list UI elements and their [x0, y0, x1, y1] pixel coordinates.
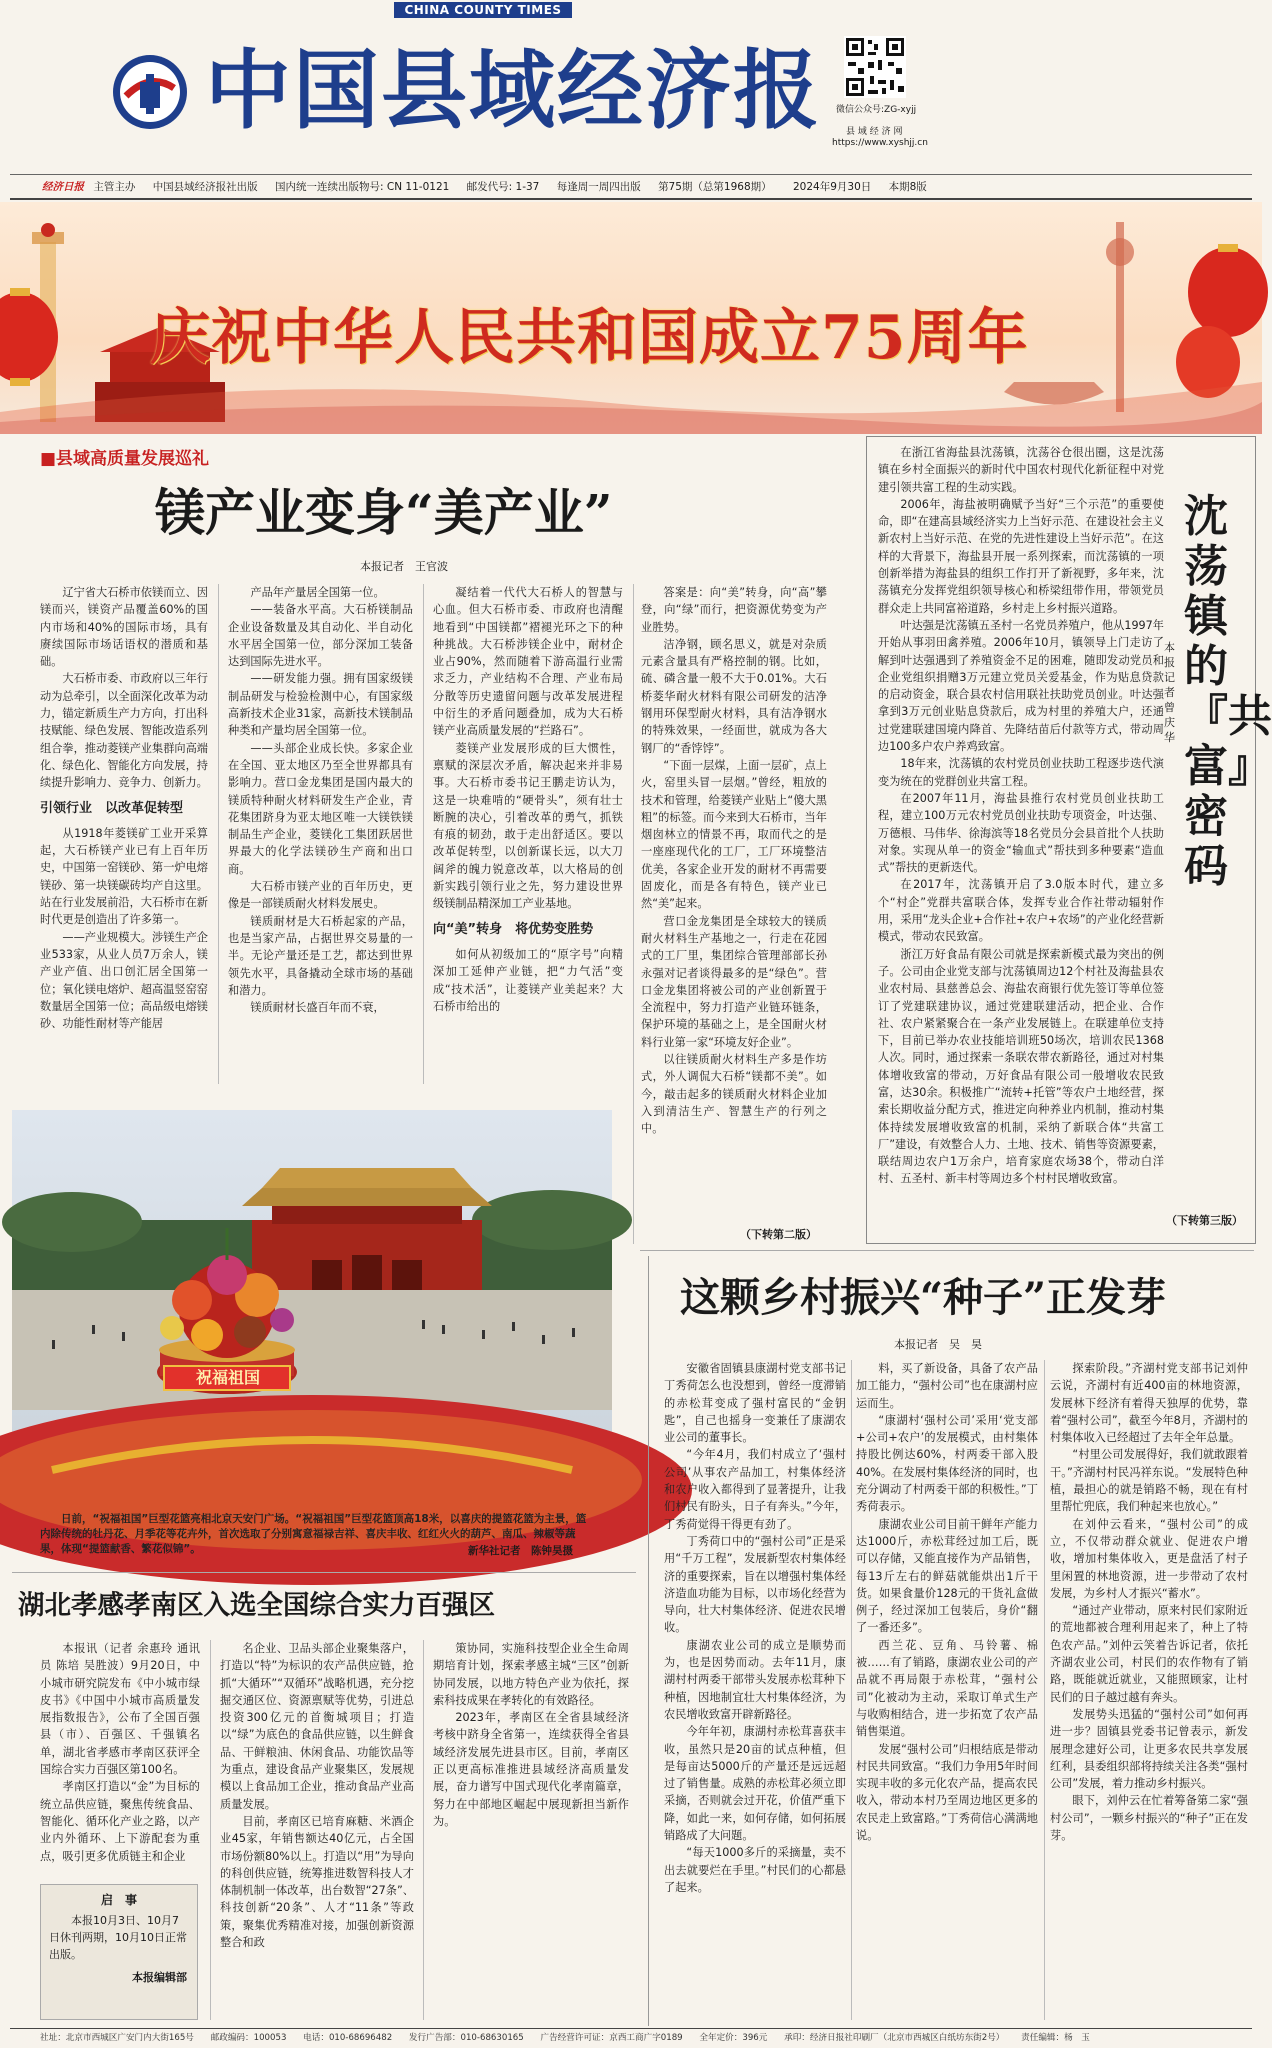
article-paragraph: 浙江万好食品有限公司就是探索新模式最为突出的例子。公司由企业党支部与沈荡镇周边12个村社及海盐县农业农村局、县慈善总会、海盐农商银行优先签订等单位签订了党建联建协议，通过党建联建活动，把企业、合作社、农户紧紧聚合在一条产业发展链上。在联建单位支持下，目前已举办农业技能培训班50场次，培训农民1368人次。同时，通过探索一条联农带农新路径，通过对村集体增收致富的带动，万好食品有限公司一般增收农民致富，达30余。积极推广“流转+托管”等农户土地经营，探索长期收益分配方式，推进定向种养业内机制，推动村集体持续发展增收致富的机制，采纳了新联合体“共富工厂”建设，有效整合人力、土地、技术、销售等资源要素，联结周边农户1万余户，培育家庭农场38个，带动白洋村、五圣村、新丰村等周边多个村村民增收致富。: [878, 947, 1164, 1186]
article2-headline: 这颗乡村振兴“种子”正发芽: [680, 1274, 1167, 1321]
infobar-date: 2024年9月30日: [793, 181, 872, 193]
article1-subheading-1: 引领行业 以改革促转型: [40, 800, 184, 816]
infobar-post: 邮发代号: 1-37: [466, 181, 540, 193]
article-paragraph: ——装备水平高。大石桥镁制品企业设备数量及其自动化、半自动化水平居全国第一位，部分深加工装备达到国际先进水平。: [228, 603, 413, 669]
article-divider: [648, 1256, 649, 2026]
column-divider: [210, 1640, 211, 2020]
notice-body: 本报10月3日、10月7日休刊两期，10月10日正常出版。: [49, 1914, 187, 1961]
article2-column-3: [1050, 1360, 1248, 2024]
footer-price: 全年定价：396元: [699, 2033, 768, 2043]
article-paragraph: 答案是：向“美”转身，向“高”攀登，向“绿”而行，把资源优势变为产业胜势。: [641, 586, 827, 634]
article3-lead: 本报讯（记者 余惠玲 通讯员 陈培 吴胜波）9月20日，中小城市研究院发布《中小城市绿皮书》《中国中小城市高质量发展指数报告》，公布了全国百强县（市）、百强区、千强镇名单，湖北省孝感市孝南区获评全国综合实力百强区第100名。: [40, 1642, 200, 1777]
article-paragraph: 丁秀荷口中的“强村公司”正是采用“千万工程”，发展新型农村集体经济的重要探索，旨在以增强村集体经济造血功能为目标，以市场化经营为导向，壮大村集体经济、促进农民增收。: [664, 1534, 846, 1635]
footer-bar: [40, 2031, 1252, 2045]
side-article-headline: 沈荡镇的『共富』密码: [1184, 491, 1272, 892]
article-paragraph: “每天1000多斤的采摘量，卖不出去就要烂在手里。”村民们的心都悬了起来。: [664, 1846, 846, 1894]
article1-subheading-2: 向“美”转身 将优势变胜势: [433, 921, 594, 937]
footer-zip: 邮政编码：100053: [210, 2033, 287, 2043]
footer-rule: [10, 2028, 1252, 2029]
article-paragraph: 安徽省固镇县康湖村党支部书记丁秀荷怎么也没想到，曾经一度滞销的赤松茸变成了强村富民的“金钥匙”，自己也摇身一变兼任了康湖农业公司的董事长。: [664, 1362, 846, 1445]
sponsor-logo: 经济日报: [42, 181, 84, 193]
article-paragraph: 营口金龙集团是全球较大的镁质耐火材料生产基地之一，行走在花园式的工厂里，集团综合管理部部长孙永强对记者谈得最多的是“绿色”。营口金龙集团将被公司的产业创新置于全流程中，努力打造产业链环链条，保护环境的基础之上，是全国耐火材料行业第一家“环境友好企业”。: [641, 914, 827, 1049]
article-paragraph: 镁质耐材是大石桥起家的产品，也是当家产品，占据世界交易量的一半。无论产量还是工艺，都达到世界领先水平，具备撬动全球市场的基础和潜力。: [228, 914, 413, 997]
article-paragraph: “下面一层煤，上面一层矿，点上火，窑里头冒一层烟。”曾经，粗放的技术和管理，给菱镁产业贴上“傻大黑粗”的标签。而今来到大石桥市，当年烟囱林立的情景不再，取而代之的是一座座现代化的工厂，工厂环境整洁优美，各家企业开发的耐材不再需要固废化，而是各有特色，镁产业已然“美”起来。: [641, 758, 827, 911]
article-paragraph: 今年年初，康湖村赤松茸喜获丰收，虽然只是20亩的试点种植，但是每亩达5000斤的产量还是远远超过了销售量。成熟的赤松茸必须立即采摘，否则就会过开花，价值严重下降，如此一来，如何存储，如何拓展销路成了大问题。: [664, 1725, 846, 1843]
column-divider: [423, 1640, 424, 2020]
notice-title: 启 事: [100, 1893, 137, 1907]
article-paragraph: 如何从初级加工的“原字号”向精深加工延伸产业链，把“力气活”变成“技术活”，让菱镁产业美起来？大石桥市给出的: [433, 947, 623, 1013]
article-paragraph: 探索阶段。”齐湖村党支部书记刘仲云说，齐湖村有近400亩的林地资源，发展林下经济有着得天独厚的优势，靠着“强村公司”，截至今年8月，齐湖村的村集体收入已经超过了去年全年总量。: [1050, 1362, 1248, 1445]
article3-column-2: [220, 1640, 414, 2024]
article-paragraph: 洁净钢，顾名思义，就是对杂质元素含量具有严格控制的钢。比如，硫、磷含量一般不大于0.01%。大石桥菱华耐火材料有限公司研发的洁净钢用环保型耐火材料，具有洁净钢水的特殊效果，一经面世，就成为各大钢厂的“香饽饽”。: [641, 637, 827, 755]
article3-column-3: [433, 1640, 629, 2024]
footer-tel: 电话：010-68696482: [303, 2033, 393, 2043]
article-paragraph: 康湖农业公司的成立是顺势而为，也是因势而动。去年11月，康湖村村两委干部带头发展赤松茸种下种植，因地制宜壮大村集体经济，为农民增收致富开辟新路径。: [664, 1638, 846, 1721]
article-paragraph: ——头部企业成长快。多家企业在全国、亚太地区乃至全世界都具有影响力。营口金龙集团是国内最大的镁质特种耐火材料研发生产企业，青花集团跻身为亚太地区唯一大镁铁镁制品生产企业，菱镁化工集团跃居世界最大的化学法镁砂生产商和出口商。: [228, 741, 413, 876]
article-paragraph: 名企业、卫品头部企业聚集落户，打造以“特”为标识的农产品供应链，抢抓“大循环”“双循环”战略机遇，充分挖掘交通区位、资源禀赋等优势，引进总投资300亿元的首衡城项目；打造以“绿”为底色的食品供应链，以生鲜食品、干鲜粮油、休闲食品、功能饮品等为重点，建设食品产业聚集区，发展规模以上食品加工企业，推动食品产业高质量发展。: [220, 1642, 414, 1811]
article1-column-2: [228, 584, 413, 1092]
infobar-publisher: 中国县域经济报社出版: [152, 181, 258, 193]
article2-top-rule: [640, 1250, 1254, 1251]
article3-column-1: [40, 1640, 200, 1878]
article-paragraph: 发展势头迅猛的“强村公司”如何再进一步？固镇县党委书记曾表示，新发展理念建好公司，让更多农民共享发展红利，县委组织部将持续关注各类“强村公司”发展，着力推动乡村振兴。: [1050, 1707, 1248, 1791]
photo-caption: 日前，“祝福祖国”巨型花篮亮相北京天安门广场。“祝福祖国”巨型花篮顶高18米，以喜庆的提篮花篮为主景，篮内除传统的牡丹花、月季花等花卉外，首次选取了分别寓意福禄吉祥、喜庆丰收、红红火火的葫芦、南瓜、辣椒等蔬果，体现“提篮献香、繁花似锦”。: [40, 1513, 587, 1555]
article1-column-4: [641, 584, 827, 1256]
article-paragraph: ——研发能力强。拥有国家级镁制品研发与检验检测中心，有国家级高新技术企业31家，高新技术镁制品种类和产量均居全国第一位。: [228, 672, 413, 738]
notice-box: [40, 1884, 198, 2020]
footer-print: 承印：经济日报社印刷厂（北京市西城区白纸坊东街2号）: [784, 2033, 1005, 2043]
article-paragraph: 康湖农业公司目前干鲜年产能力达1000斤，赤松茸经过加工后，既可以存储，又能直接作为产品销售，每13斤左右的鲜菇就能烘出1斤干货。如果食量价128元的干货礼盒做例子，经过深加工包装后，身价“翻了一番还多”。: [856, 1517, 1038, 1635]
article-paragraph: 2023年，孝南区在全省县域经济考核中跻身全省第一，连续获得全省县域经济发展先进县市区。目前，孝南区正以更高标准推进县域经济高质量发展，奋力谱写中国式现代化孝南篇章，努力在中部地区崛起中展现新担当新作为。: [433, 1711, 629, 1828]
article1-column-3: [433, 584, 623, 1092]
article-paragraph: 发展“强村公司”归根结底是带动村民共同致富。“我们力争用5年时间实现丰收的多元化农产品，提高农民收入，带动本村乃至周边地区更多的农民走上致富路。”丁秀荷信心满满地说。: [856, 1742, 1038, 1843]
footer-license: 广告经营许可证：京西工商广字0189: [540, 2033, 683, 2043]
article-paragraph: 叶达强是沈荡镇五圣村一名党员养殖户，他从1997年开始从事羽田禽养殖。2006年10月，镇领导上门走访了解到叶达强遇到了养殖资金不足的困难，随即发动党员和企业党组织捐赠3万元建立党员关爱基金，作为贴息贷款的启动资金，联合县农村信用联社扶助党员创业。叶达强拿到3万元创业贴息贷款后，成为村里的养殖大户，还通过党建联建国境内降首、先降结苗后付款等方式，带动周边100多户农户养鸡致富。: [878, 618, 1164, 754]
article-paragraph: ——产业规模大。涉镁生产企业533家，从业人员7万余人，镁产业产值、出口创汇居全国第一位；氧化镁电熔炉、超高温竖窑窑数量居全国第一位；高品级电熔镁砂、功能性耐材等产能居: [40, 930, 208, 1031]
site-name: 县 域 经 济 网: [846, 127, 903, 137]
article2-byline: 本报记者 吴 昊: [894, 1338, 982, 1351]
infobar-freq: 每逢周一周四出版: [556, 181, 641, 193]
article-paragraph: 18年来，沈荡镇的农村党员创业扶助工程逐步迭代演变为统在的党群创业共富工程。: [878, 757, 1164, 788]
side-article-continued-link[interactable]: （下转第三版）: [1166, 1214, 1243, 1227]
article-paragraph: 镁质耐材长盛百年而不衰，: [250, 1001, 385, 1015]
column-divider: [423, 584, 424, 1084]
infobar-host: 主管主办: [93, 181, 136, 193]
article-paragraph: 在刘仲云看来，“强村公司”的成立，不仅带动群众就业、促进农户增收，增加村集体收入，更是盘活了村子里闲置的林地资源，进一步带动了农村发展，为乡村人才振兴“蓄水”。: [1050, 1517, 1248, 1600]
article-paragraph: 料，买了新设备，具备了农产品加工能力，“强村公司”也在康湖村应运而生。: [856, 1362, 1038, 1410]
article-paragraph: 在2007年11月，海盐县推行农村党员创业扶助工程，建立100万元农村党员创业扶助专项资金，叶达强、万德根、马伟华、徐海滨等18名党员分会县首批个人扶助对象。实现从单一的资金“输血式”帮扶到多种要素“造血式”帮扶的更新迭代。: [878, 791, 1164, 875]
column-divider: [218, 584, 219, 1084]
article-paragraph: 在浙江省海盐县沈荡镇，沈荡谷仓很出圈，这是沈荡镇在乡村全面振兴的新时代中国农村现代化新征程中对党建引领共富工程的生动实践。: [878, 446, 1164, 494]
column-divider: [1044, 1360, 1045, 2020]
news-photo: [12, 1110, 612, 1508]
side-article-byline: 本报记者 曾庆华: [1164, 641, 1186, 744]
infobar-cn: 国内统一连续出版物号: CN 11-0121: [275, 181, 450, 193]
qr-code-icon[interactable]: [844, 36, 906, 98]
article-paragraph: “康湖村‘强村公司’采用‘党支部+公司+农户’的发展模式，由村集体持股比例达60%，村两委干部入股40%。在发展村集体经济的同时，也充分调动了村两委干部的积极性。”丁秀荷表示。: [856, 1413, 1038, 1514]
article2-column-1: [664, 1360, 846, 2024]
footer-address: 社址：北京市西城区广安门内大街165号: [40, 2033, 194, 2043]
infobar: [12, 178, 1252, 196]
banner-title: 庆祝中华人民共和国成立75周年: [150, 303, 1029, 373]
infobar-issue: 第75期（总第1968期）: [658, 181, 772, 193]
article-paragraph: 大石桥市镁产业的百年历史，更像是一部镁质耐火材料发展史。: [228, 880, 413, 911]
tiananmen-flower-basket-image: [12, 1110, 612, 1508]
article-paragraph: “通过产业带动，原来村民们家附近的荒地都被合理利用起来了，种上了特色农产品。”刘仲云笑着告诉记者，依托齐湖农业公司，村民们的农作物有了销路，既能就近就业，又能照顾家，让村民们的日子越过越有奔头。: [1050, 1604, 1248, 1704]
article3-top-rule: [12, 1572, 636, 1573]
site-url[interactable]: https://www.xyshjj.cn: [832, 138, 928, 148]
column-divider: [633, 584, 634, 1244]
notice-sign: 本报编辑部: [132, 1971, 187, 1984]
masthead-english-name: CHINA COUNTY TIMES: [404, 3, 562, 17]
column-divider: [851, 1360, 852, 2020]
article-paragraph: 西兰花、豆角、马铃薯、棉被……有了销路，康湖农业公司的产品就不再局限于赤松茸，“强村公司”化被动为主动，采取订单式生产与收购相结合，进一步拓宽了农产品销售渠道。: [856, 1638, 1038, 1739]
newspaper-logo-icon: [110, 52, 190, 132]
article-paragraph: 孝南区打造以“金”为目标的统立品供应链，聚焦传统食品、智能化、循环化产业之路，以产业内外循环、上下游配套为重点，吸引更多优质链主和企业: [40, 1780, 200, 1863]
article3-headline: 湖北孝感孝南区入选全国综合实力百强区: [18, 1590, 495, 1621]
wechat-account: 微信公众号:ZG-xyjj: [836, 105, 917, 115]
article-paragraph: 凝结着一代代大石桥人的智慧与心血。但大石桥市委、市政府也清醒地看到“中国镁都”褶褪光环之下的种种挑战。大石桥涉镁企业中，耐材企业占90%，然而随着下游高温行业需求乏力，产业结构不合理、产业布局分散等历史遗留问题与改革发展进程中衍生的矛盾问题叠加，成为大石桥镁产业高质量发展的“拦路石”。: [433, 586, 623, 738]
article-paragraph: 2006年，海盐被明确赋予当好“三个示范”的重要使命，即“在建高县域经济实力上当好示范、在建设社会主义新农村上当好示范、在党的先进性建设上当好示范”。在这样的大背景下，海盐县开展一系列探索，而沈荡镇的一项创新举措为海盐县的组织工作打开了新视野，多年来，沈荡镇充分发挥党组织领导核心和桥梁纽带作用，带领党员群众走上共同富裕道路，乡村走上乡村振兴道路。: [878, 497, 1164, 615]
masthead-title: 中国县域经济报: [205, 40, 821, 141]
article1-column-1: [40, 584, 208, 1092]
footer-dist: 发行广告部：010-68630165: [408, 2033, 524, 2043]
article1-continued-link[interactable]: （下转第二版）: [740, 1228, 817, 1241]
article-paragraph: 辽宁省大石桥市依镁而立、因镁而兴，镁资产品覆盖60%的国内市场和40%的国际市场，具有赓续国际市场话语权的潜质和基础。: [40, 586, 208, 669]
infobar-top-rule: [10, 174, 1252, 175]
article1-headline: 镁产业变身“美产业”: [155, 483, 613, 542]
article-paragraph: 菱镁产业发展形成的巨大惯性，禀赋的深层次矛盾，解决起来并非易事。大石桥市委书记王鹏走访认为，这是一块难啃的“硬骨头”，须有壮士断腕的决心，引着改革的勇气，抓铁有痕的韧劲，敢于走出舒适区。要以改革促转型，以创新谋长远，以大刀阔斧的魄力锐意改革，以大格局的创新实践引领行业之先，努力建设世界级镁制品精深加工产业基地。: [433, 741, 623, 911]
side-article-text: [878, 444, 1164, 1228]
masthead-english-bar: [394, 2, 572, 18]
article-paragraph: 以往镁质耐火材料生产多是作坊式，外人调侃大石桥“镁都不美”。如今，敲击起多的镁质耐火材料企业加入到清洁生产、智慧生产的行列之中。: [641, 1053, 827, 1136]
article-paragraph: “村里公司发展得好，我们就敢跟着干。”齐湖村村民冯祥东说。“发展特色种植，最担心的就是销路不畅，现在有村里帮忙兜底，我们种起来也放心。”: [1050, 1448, 1248, 1514]
article-paragraph: 在2017年，沈荡镇开启了3.0版本时代，建立多个“村企”党群共富联合体，发挥专业合作社带动辐射作用，采用“龙头企业+合作社+农户+农场”的产业化经营新模式，带动农民致富。: [878, 878, 1164, 944]
section-tag: ■县域高质量发展巡礼: [40, 449, 210, 469]
article2-column-2: [856, 1360, 1038, 2024]
photo-credit: 新华社记者 陈钟昊摄: [468, 1545, 573, 1557]
article-paragraph: “今年4月，我们村成立了‘强村公司’从事农产品加工，村集体经济和农户收入都得到了显著提升，让我们村民有盼头，日子有奔头。”今年，丁秀荷觉得干得更有劲了。: [664, 1448, 846, 1531]
article1-byline: 本报记者 王官波: [360, 560, 448, 573]
article-paragraph: 眼下，刘仲云在忙着筹备第二家“强村公司”，一颗乡村振兴的“种子”正在发芽。: [1050, 1794, 1248, 1843]
infobar-pages: 本期8版: [888, 181, 927, 193]
infobar-bottom-rule: [10, 198, 1252, 200]
flower-basket-sign: 祝福祖国: [195, 1368, 260, 1387]
article-paragraph: 大石桥市委、市政府以三年行动为总牵引，以全面深化改革为动力，锚定新质生产力方向，打出科技赋能、绿色发展、智能改造系列组合拳，推动菱镁产业集群向高端化、绿色化、智能化方向发展，持续提升影响力、竞争力、创新力。: [40, 672, 208, 790]
footer-editor: 责任编辑：杨 玉: [1021, 2033, 1090, 2043]
article-paragraph: 目前，孝南区已培育麻糖、米酒企业45家，年销售额达40亿元，占全国市场份额80%以上。打造以“用”为导向的科创供应链，统筹推进数智科技人才体制机制一体改革，出台数智“27条”、科技创新“20条”、人才“11条”等政策，聚集优秀精准对接，加强创新资源整合和政: [220, 1814, 414, 1950]
article-paragraph: 策协同，实施科技型企业全生命周期培育计划，探索孝感主城“三区”创新协同发展，以地方特色产业为依托，探索科技成果在孝转化的有效路径。: [433, 1642, 629, 1707]
article-paragraph: 产品年产量居全国第一位。: [250, 586, 385, 599]
article-paragraph: 从1918年菱镁矿工业开采算起，大石桥镁产业已有上百年历史，中国第一窑镁砂、第一炉电熔镁砂、第一块镁碳砖均产自这里。站在行业发展前沿，大石桥市在新时代更是创造出了许多第一。: [40, 826, 208, 927]
